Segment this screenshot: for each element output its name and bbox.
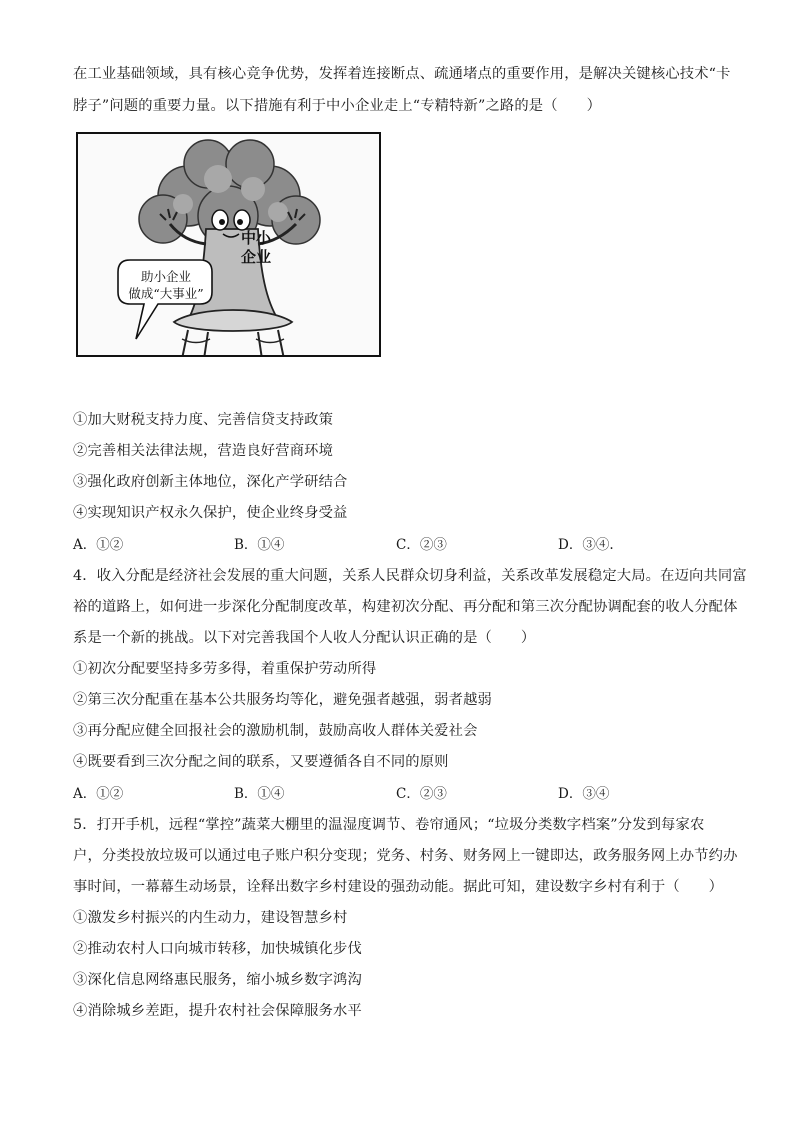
speech-bubble-line1: 助小企业 [140,269,191,284]
speech-bubble-line2: 做成“大事业” [128,286,204,301]
q3-option-b[interactable]: B．①④ [234,537,285,553]
q4-stem-line3: 系是一个新的挑战。以下对完善我国个人收人分配认识正确的是（ ） [73,630,536,646]
trunk-label-line2: 企业 [240,248,271,266]
q5-statement-2: ②推动农村人口向城市转移，加快城镇化步伐 [73,941,362,957]
q4-stem-line2: 裕的道路上，如何进一步深化分配制度改革，构建初次分配、再分配和第三次分配协调配套的收人分配体 [73,599,738,615]
speech-bubble [122,268,210,302]
q3-statement-1: ①加大财税支持力度、完善信贷支持政策 [73,412,334,428]
comic-illustration [76,132,381,357]
q5-statement-1: ①激发乡村振兴的内生动力，建设智慧乡村 [73,910,348,926]
q4-option-c[interactable]: C．②③ [396,786,447,802]
q5-stem-line3: 事时间，一幕幕生动场景，诠释出数字乡村建设的强劲动能。据此可知，建设数字乡村有利于（ ） [73,879,724,895]
q4-option-a[interactable]: A．①② [73,786,124,802]
q3-statement-2: ②完善相关法律法规，营造良好营商环境 [73,443,334,459]
q5-statement-4: ④消除城乡差距，提升农村社会保障服务水平 [73,1003,362,1019]
q3-options [73,535,633,555]
q4-statement-1: ①初次分配要坚持多劳多得，着重保护劳动所得 [73,661,377,677]
q5-stem-line1: 5．打开手机，远程“掌控”蔬菜大棚里的温湿度调节、卷帘通风；“垃圾分类数字档案”分发到每家农 [73,817,705,833]
q3-stem-line2: 脖子”问题的重要力量。以下措施有利于中小企业走上“专精特新”之路的是（ ） [73,98,602,114]
q3-stem-line1: 在工业基础领域，具有核心竞争优势，发挥着连接断点、疏通堵点的重要作用，是解决关键核心技术“卡 [73,66,731,82]
q3-statement-3: ③强化政府创新主体地位，深化产学研结合 [73,474,348,490]
trunk-label-line1: 中小 [240,229,271,247]
q4-option-d[interactable]: D．③④ [558,786,610,802]
q5-stem-line2: 户，分类投放垃圾可以通过电子账户积分变现；党务、村务、财务网上一键即达，政务服务网上办节约办 [73,848,738,864]
q4-statement-3: ③再分配应健全回报社会的激励机制，鼓励高收人群体关爱社会 [73,723,478,739]
q4-stem-line1: 4．收入分配是经济社会发展的重大问题，关系人民群众切身利益，关系改革发展稳定大局。在迈向共同富 [73,568,747,584]
q5-statement-3: ③深化信息网络惠民服务，缩小城乡数字鸿沟 [73,972,362,988]
q4-statement-4: ④既要看到三次分配之间的联系，又要遵循各自不同的原则 [73,754,449,770]
q3-statement-4: ④实现知识产权永久保护，使企业终身受益 [73,505,348,521]
trunk-label [226,229,286,267]
q4-options [73,784,633,804]
q3-option-c[interactable]: C．②③ [396,537,447,553]
q4-option-b[interactable]: B．①④ [234,786,285,802]
q3-option-a[interactable]: A．①② [73,537,124,553]
q3-option-d[interactable]: D．③④. [558,537,614,553]
q4-statement-2: ②第三次分配重在基本公共服务均等化，避免强者越强，弱者越弱 [73,692,492,708]
